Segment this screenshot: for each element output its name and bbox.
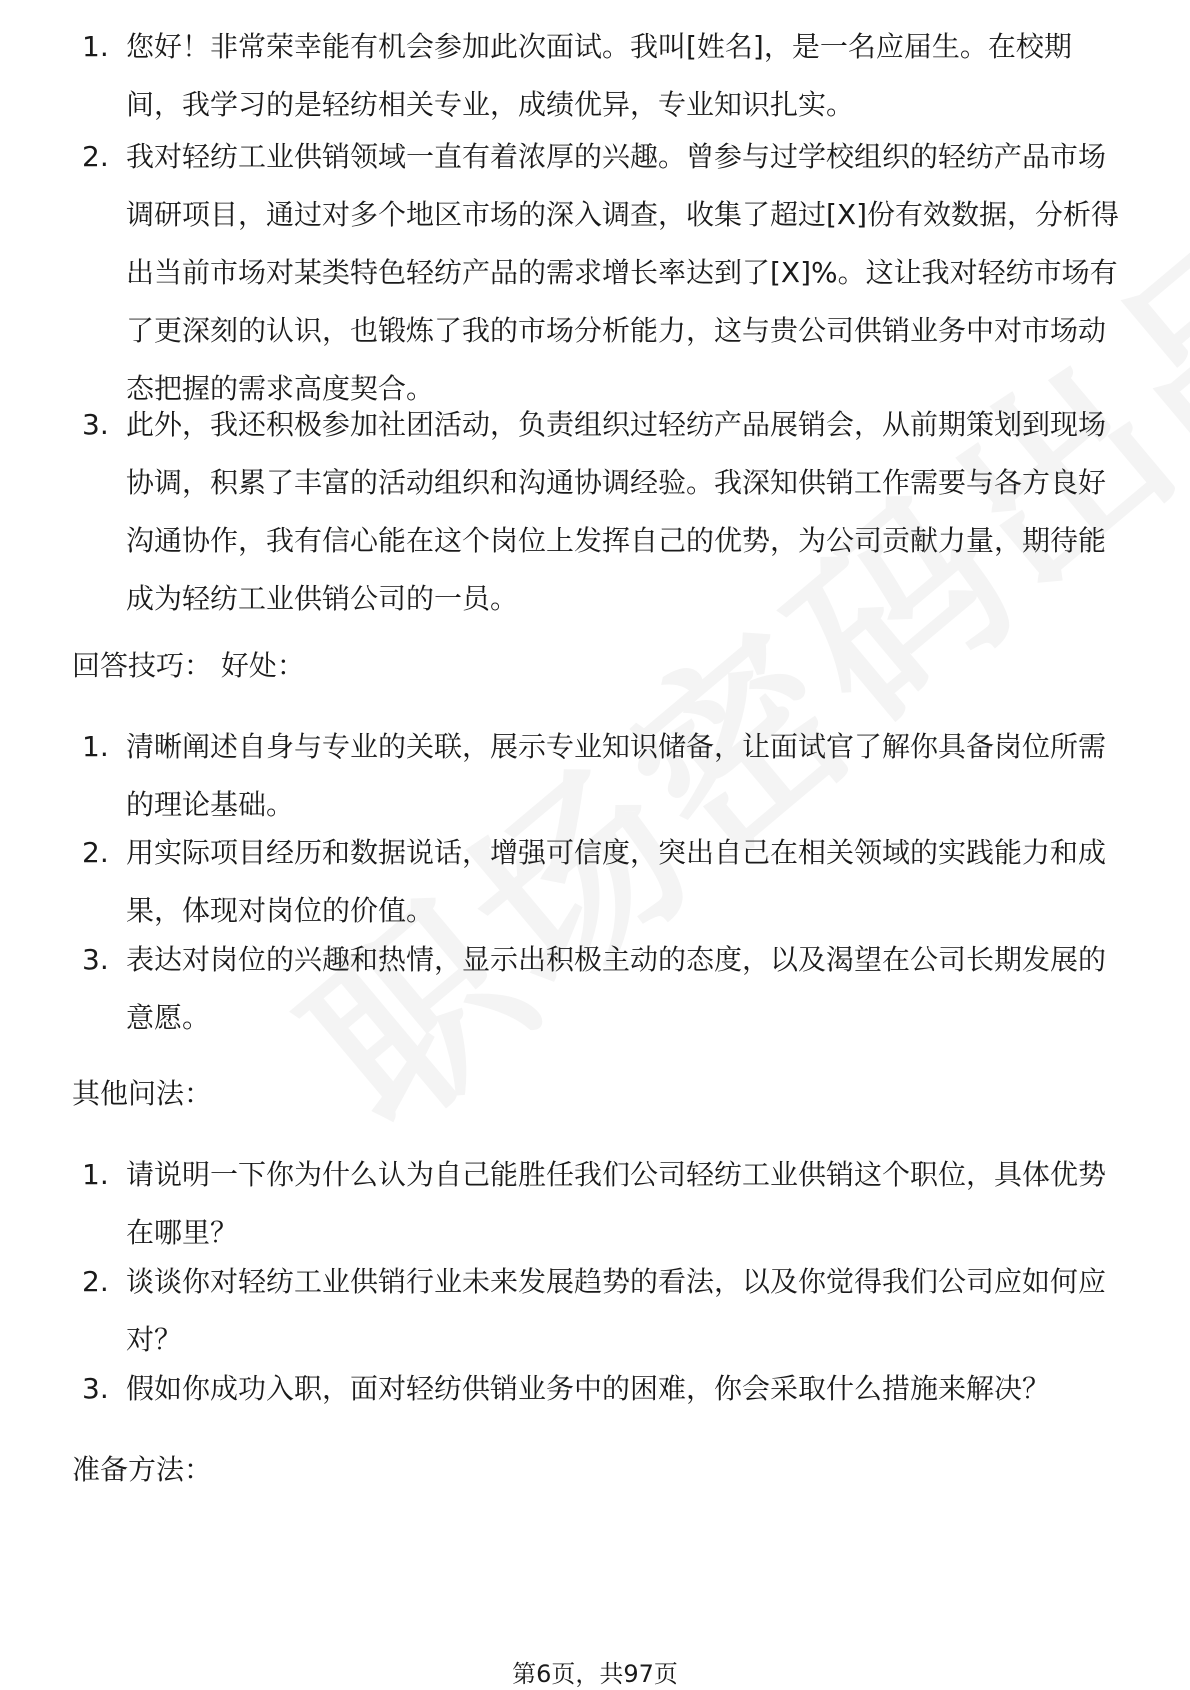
other-questions-heading: 其他问法： — [72, 1077, 213, 1110]
list-number: 3. — [82, 408, 109, 441]
list-item — [82, 931, 1122, 1047]
list-number: 3. — [82, 1372, 109, 1405]
list-number: 1. — [82, 1158, 109, 1191]
list-item — [82, 18, 1122, 134]
list-text: 谈谈你对轻纺工业供销行业未来发展趋势的看法，以及你觉得我们公司应如何应对？ — [126, 1265, 1107, 1356]
answer-list-cont — [82, 128, 1122, 418]
list-item — [82, 1360, 1122, 1418]
list-number: 2. — [82, 836, 109, 869]
list-text: 清晰阐述自身与专业的关联，展示专业知识储备，让面试官了解你具备岗位所需的理论基础。 — [126, 730, 1107, 821]
other-questions-list — [82, 1146, 1122, 1262]
list-number: 2. — [82, 1265, 109, 1298]
tips-list-2 — [82, 824, 1122, 940]
list-item — [82, 718, 1122, 834]
list-item — [82, 824, 1122, 940]
list-item — [82, 128, 1122, 418]
list-number: 1. — [82, 30, 109, 63]
list-text: 此外，我还积极参加社团活动，负责组织过轻纺产品展销会，从前期策划到现场协调，积累了丰富的活动组织和沟通协调经验。我深知供销工作需要与各方良好沟通协作，我有信心能在这个岗位上发挥自己的优势，为公司贡献力量，期待能成为轻纺工业供销公司的一员。 — [126, 408, 1107, 615]
tips-heading: 回答技巧： 好处： — [72, 649, 305, 682]
list-number: 1. — [82, 730, 109, 763]
list-text: 表达对岗位的兴趣和热情，显示出积极主动的态度，以及渴望在公司长期发展的意愿。 — [126, 943, 1107, 1034]
tips-list — [82, 718, 1122, 834]
other-questions-list-3 — [82, 1360, 1122, 1418]
list-text: 您好！非常荣幸能有机会参加此次面试。我叫[姓名]，是一名应届生。在校期间，我学习的是轻纺相关专业，成绩优异，专业知识扎实。 — [126, 30, 1072, 121]
list-text: 我对轻纺工业供销领域一直有着浓厚的兴趣。曾参与过学校组织的轻纺产品市场调研项目，通过对多个地区市场的深入调查，收集了超过[X]份有效数据，分析得出当前市场对某类特色轻纺产品的需求增长率达到了[X]%。这让我对轻纺市场有了更深刻的认识，也锻炼了我的市场分析能力，这与贵公司供销业务中对市场动态把握的需求高度契合。 — [126, 140, 1120, 405]
answer-list — [82, 18, 1122, 134]
list-item — [82, 1253, 1122, 1369]
list-number: 2. — [82, 140, 109, 173]
list-text: 用实际项目经历和数据说话，增强可信度，突出自己在相关领域的实践能力和成果，体现对岗位的价值。 — [126, 836, 1107, 927]
list-text: 请说明一下你为什么认为自己能胜任我们公司轻纺工业供销这个职位，具体优势在哪里？ — [126, 1158, 1107, 1249]
tips-list-3 — [82, 931, 1122, 1047]
list-text: 假如你成功入职，面对轻纺供销业务中的困难，你会采取什么措施来解决？ — [126, 1372, 1051, 1405]
list-item — [82, 396, 1122, 628]
prep-heading: 准备方法： — [72, 1453, 213, 1486]
other-questions-list-2 — [82, 1253, 1122, 1369]
list-item — [82, 1146, 1122, 1262]
list-number: 3. — [82, 943, 109, 976]
page-footer: 第6页，共97页 — [512, 1660, 678, 1688]
answer-list-cont2 — [82, 396, 1122, 628]
